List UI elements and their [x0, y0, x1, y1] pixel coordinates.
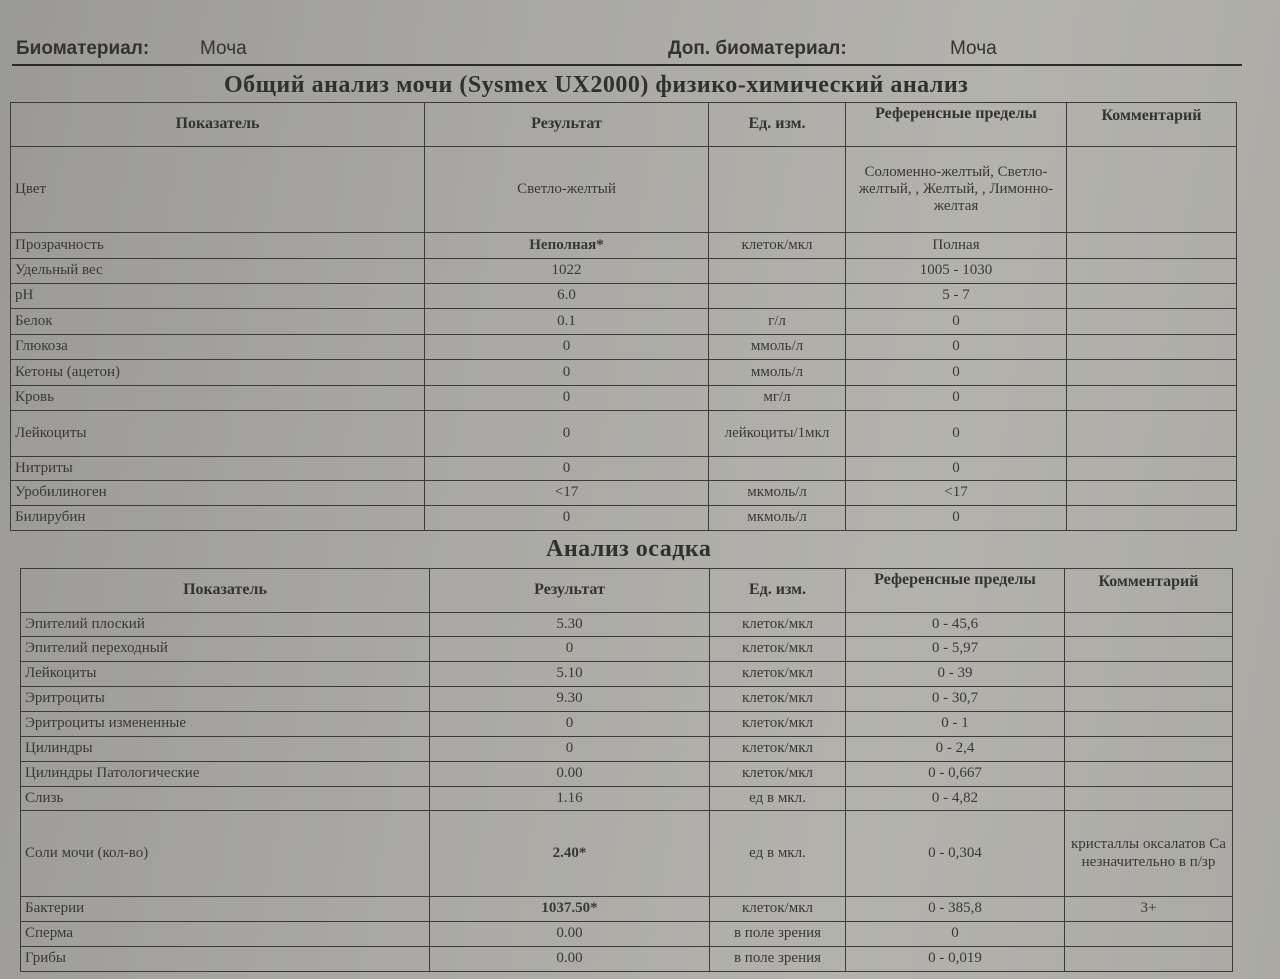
indicator-cell: Бактерии: [21, 897, 430, 922]
indicator-cell: Эритроциты измененные: [21, 712, 430, 737]
col-indicator: Показатель: [11, 103, 425, 147]
reference-cell: 0: [846, 457, 1067, 481]
physchem-header-row: [11, 103, 1237, 147]
table-row: [11, 481, 1237, 506]
reference-cell: Полная: [846, 233, 1067, 259]
indicator-cell: Слизь: [21, 787, 430, 811]
reference-cell: Соломенно-желтый, Светло-желтый, , Желтый, , Лимонно-желтая: [846, 147, 1067, 233]
table-row: [11, 360, 1237, 386]
unit-cell: лейкоциты/1мкл: [709, 411, 846, 457]
unit-cell: клеток/мкл: [710, 762, 846, 787]
comment-cell: [1067, 481, 1237, 506]
col-reference: Референсные пределы: [846, 569, 1065, 613]
indicator-cell: Цилиндры: [21, 737, 430, 762]
unit-cell: мг/л: [709, 386, 846, 411]
reference-cell: 0 - 0,019: [846, 947, 1065, 972]
indicator-cell: Нитриты: [11, 457, 425, 481]
unit-cell: клеток/мкл: [709, 233, 846, 259]
table-row: [11, 147, 1237, 233]
comment-cell: [1065, 637, 1233, 662]
indicator-cell: Кетоны (ацетон): [11, 360, 425, 386]
table-row: [11, 259, 1237, 284]
col-comment: Комментарий: [1067, 103, 1237, 147]
reference-cell: 0 - 2,4: [846, 737, 1065, 762]
comment-cell: [1065, 687, 1233, 712]
comment-cell: [1067, 360, 1237, 386]
reference-cell: 0: [846, 386, 1067, 411]
result-cell: 0.00: [430, 762, 710, 787]
reference-cell: 0 - 45,6: [846, 613, 1065, 637]
result-cell: 1037.50*: [430, 897, 710, 922]
result-cell: 1.16: [430, 787, 710, 811]
table-row: [21, 922, 1233, 947]
reference-cell: <17: [846, 481, 1067, 506]
table-row: [21, 637, 1233, 662]
reference-cell: 0: [846, 506, 1067, 531]
unit-cell: ммоль/л: [709, 335, 846, 360]
table-row: [21, 712, 1233, 737]
table-row: [21, 787, 1233, 811]
comment-cell: [1065, 947, 1233, 972]
reference-cell: 0: [846, 335, 1067, 360]
comment-cell: [1067, 386, 1237, 411]
unit-cell: в поле зрения: [710, 922, 846, 947]
comment-cell: [1065, 662, 1233, 687]
reference-cell: 0 - 1: [846, 712, 1065, 737]
table-row: [21, 811, 1233, 897]
result-cell: 0: [425, 335, 709, 360]
comment-cell: кристаллы оксалатов Са незначительно в п/зр: [1065, 811, 1233, 897]
unit-cell: мкмоль/л: [709, 481, 846, 506]
reference-cell: 0: [846, 309, 1067, 335]
unit-cell: [709, 457, 846, 481]
result-cell: 0: [430, 737, 710, 762]
reference-cell: 0 - 0,304: [846, 811, 1065, 897]
result-cell: 0.00: [430, 922, 710, 947]
result-cell: 2.40*: [430, 811, 710, 897]
unit-cell: клеток/мкл: [710, 613, 846, 637]
biomaterial-label: Биоматериал:: [16, 38, 150, 59]
indicator-cell: Цилиндры Патологические: [21, 762, 430, 787]
table-row: [21, 947, 1233, 972]
indicator-cell: Эпителий переходный: [21, 637, 430, 662]
comment-cell: [1067, 457, 1237, 481]
comment-cell: [1065, 787, 1233, 811]
result-cell: 0.1: [425, 309, 709, 335]
result-cell: 5.10: [430, 662, 710, 687]
result-cell: 5.30: [430, 613, 710, 637]
result-cell: 0: [430, 712, 710, 737]
result-cell: Светло-желтый: [425, 147, 709, 233]
sediment-table: [20, 568, 1233, 972]
unit-cell: клеток/мкл: [710, 687, 846, 712]
unit-cell: клеток/мкл: [710, 897, 846, 922]
indicator-cell: Грибы: [21, 947, 430, 972]
reference-cell: 0 - 5,97: [846, 637, 1065, 662]
col-result: Результат: [425, 103, 709, 147]
unit-cell: ммоль/л: [709, 360, 846, 386]
comment-cell: [1067, 147, 1237, 233]
comment-cell: [1065, 762, 1233, 787]
reference-cell: 0 - 39: [846, 662, 1065, 687]
unit-cell: ед в мкл.: [710, 787, 846, 811]
unit-cell: г/л: [709, 309, 846, 335]
result-cell: 0: [425, 360, 709, 386]
indicator-cell: Сперма: [21, 922, 430, 947]
indicator-cell: Уробилиноген: [11, 481, 425, 506]
indicator-cell: Белок: [11, 309, 425, 335]
table-row: [11, 309, 1237, 335]
result-cell: 0: [425, 386, 709, 411]
col-unit: Ед. изм.: [709, 103, 846, 147]
table-row: [11, 506, 1237, 531]
reference-cell: 0 - 0,667: [846, 762, 1065, 787]
table-row: [11, 457, 1237, 481]
table-row: [21, 762, 1233, 787]
col-reference: Референсные пределы: [846, 103, 1067, 147]
unit-cell: клеток/мкл: [710, 712, 846, 737]
table-row: [11, 411, 1237, 457]
comment-cell: [1065, 922, 1233, 947]
indicator-cell: Глюкоза: [11, 335, 425, 360]
table-row: [21, 897, 1233, 922]
reference-cell: 1005 - 1030: [846, 259, 1067, 284]
table-row: [11, 335, 1237, 360]
comment-cell: [1067, 259, 1237, 284]
indicator-cell: Прозрачность: [11, 233, 425, 259]
indicator-cell: Цвет: [11, 147, 425, 233]
section2-title: Анализ осадка: [546, 536, 712, 562]
result-cell: 1022: [425, 259, 709, 284]
comment-cell: [1065, 613, 1233, 637]
comment-cell: [1067, 335, 1237, 360]
result-cell: 0: [430, 637, 710, 662]
section1-title: Общий анализ мочи (Sysmex UX2000) физико-химический анализ: [224, 72, 969, 98]
unit-cell: мкмоль/л: [709, 506, 846, 531]
table-row: [21, 662, 1233, 687]
physchem-table: [10, 102, 1237, 531]
indicator-cell: Эпителий плоский: [21, 613, 430, 637]
extra-biomaterial-label: Доп. биоматериал:: [668, 38, 847, 59]
indicator-cell: Соли мочи (кол-во): [21, 811, 430, 897]
col-result: Результат: [430, 569, 710, 613]
reference-cell: 0: [846, 411, 1067, 457]
col-indicator: Показатель: [21, 569, 430, 613]
col-comment: Комментарий: [1065, 569, 1233, 613]
table-row: [21, 687, 1233, 712]
indicator-cell: Удельный вес: [11, 259, 425, 284]
comment-cell: [1067, 309, 1237, 335]
unit-cell: [709, 259, 846, 284]
indicator-cell: Лейкоциты: [21, 662, 430, 687]
result-cell: 0: [425, 411, 709, 457]
indicator-cell: Кровь: [11, 386, 425, 411]
biomaterial-value: Моча: [200, 38, 247, 59]
comment-cell: [1065, 737, 1233, 762]
table-row: [11, 386, 1237, 411]
result-cell: 0.00: [430, 947, 710, 972]
reference-cell: 0: [846, 360, 1067, 386]
reference-cell: 0: [846, 922, 1065, 947]
reference-cell: 0 - 4,82: [846, 787, 1065, 811]
reference-cell: 0 - 385,8: [846, 897, 1065, 922]
reference-cell: 0 - 30,7: [846, 687, 1065, 712]
indicator-cell: Эритроциты: [21, 687, 430, 712]
table-row: [11, 284, 1237, 309]
header-rule: [12, 64, 1242, 66]
comment-cell: [1067, 284, 1237, 309]
comment-cell: [1067, 506, 1237, 531]
comment-cell: 3+: [1065, 897, 1233, 922]
result-cell: 9.30: [430, 687, 710, 712]
indicator-cell: Лейкоциты: [11, 411, 425, 457]
extra-biomaterial-value: Моча: [950, 38, 997, 59]
result-cell: <17: [425, 481, 709, 506]
comment-cell: [1065, 712, 1233, 737]
unit-cell: клеток/мкл: [710, 737, 846, 762]
table-row: [21, 737, 1233, 762]
unit-cell: [709, 284, 846, 309]
result-cell: 6.0: [425, 284, 709, 309]
col-unit: Ед. изм.: [710, 569, 846, 613]
comment-cell: [1067, 233, 1237, 259]
unit-cell: [709, 147, 846, 233]
sediment-header-row: [21, 569, 1233, 613]
indicator-cell: pH: [11, 284, 425, 309]
result-cell: 0: [425, 457, 709, 481]
unit-cell: ед в мкл.: [710, 811, 846, 897]
result-cell: Неполная*: [425, 233, 709, 259]
unit-cell: клеток/мкл: [710, 662, 846, 687]
unit-cell: в поле зрения: [710, 947, 846, 972]
reference-cell: 5 - 7: [846, 284, 1067, 309]
comment-cell: [1067, 411, 1237, 457]
unit-cell: клеток/мкл: [710, 637, 846, 662]
table-row: [21, 613, 1233, 637]
table-row: [11, 233, 1237, 259]
indicator-cell: Билирубин: [11, 506, 425, 531]
result-cell: 0: [425, 506, 709, 531]
